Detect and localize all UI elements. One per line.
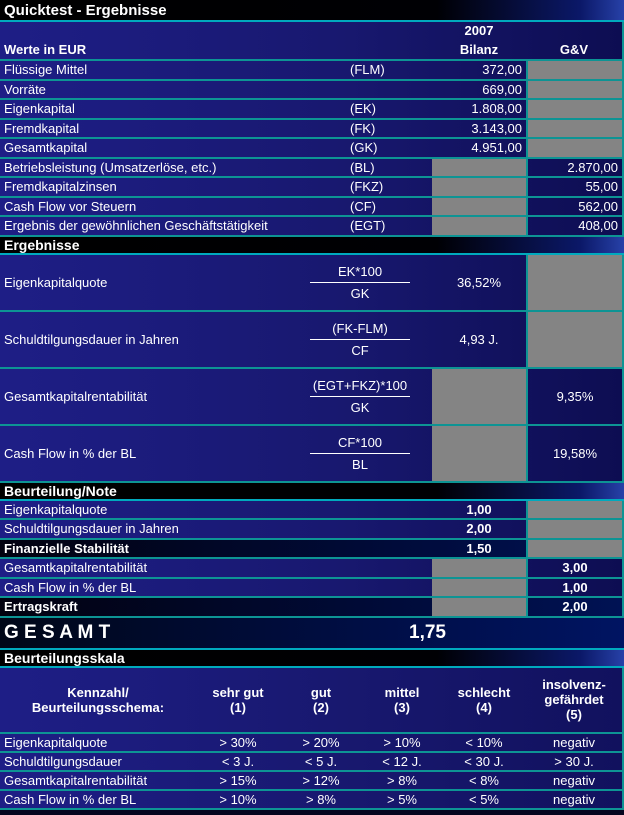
bilanz-result-cell[interactable]: 4,93 J. xyxy=(459,331,499,347)
section-title: Beurteilung/Note xyxy=(4,482,117,499)
bilanz-note-cell[interactable]: 1,50 xyxy=(466,540,492,556)
scale-cell: > 30% xyxy=(219,734,257,750)
note-label: Schuldtilgungsdauer in Jahren xyxy=(4,521,179,537)
gv-blocked-cell[interactable] xyxy=(526,120,622,138)
bilanz-value-cell[interactable]: 1.808,00 xyxy=(471,101,522,117)
row-label: Eigenkapital xyxy=(4,101,75,117)
scale-header-gut: gut (2) xyxy=(310,684,332,715)
note-row xyxy=(0,579,624,599)
row-label: Flüssige Mittel xyxy=(4,62,88,78)
scale-row-label: Cash Flow in % der BL xyxy=(4,791,137,807)
scale-cell: negativ xyxy=(553,772,595,788)
gv-blocked-cell[interactable] xyxy=(526,61,622,79)
ratio-row xyxy=(0,426,624,483)
gv-result-cell[interactable]: 19,58% xyxy=(526,426,622,481)
scale-row-label: Eigenkapitalquote xyxy=(4,734,108,750)
scale-cell: > 5% xyxy=(387,791,417,807)
scale-cell: > 15% xyxy=(219,772,257,788)
note-row xyxy=(0,520,624,540)
ratio-row xyxy=(0,312,624,369)
scale-header-label: Kennzahl/ Beurteilungsschema: xyxy=(31,684,165,715)
row-label: Vorräte xyxy=(4,81,46,97)
ratio-row xyxy=(0,369,624,426)
section-title: Ergebnisse xyxy=(4,236,80,253)
row-label: Ergebnis der gewöhnlichen Geschäftstätigkeit xyxy=(4,218,268,234)
row-code xyxy=(348,81,432,99)
gv-blocked-cell[interactable] xyxy=(526,501,622,519)
formula-denominator: CF xyxy=(351,342,369,358)
gv-blocked-cell[interactable] xyxy=(526,81,622,99)
fraction-line xyxy=(310,339,410,340)
scale-cell: < 5% xyxy=(469,791,499,807)
row-code: (GK) xyxy=(350,140,378,156)
note-label: Ertragskraft xyxy=(4,599,78,615)
formula-numerator: CF*100 xyxy=(337,434,383,450)
ratio-label: Eigenkapitalquote xyxy=(4,274,108,290)
total-value[interactable]: 1,75 xyxy=(409,621,446,643)
column-header-band xyxy=(0,22,624,61)
bilanz-blocked-cell[interactable] xyxy=(432,369,526,424)
table-row xyxy=(0,159,624,179)
table-row xyxy=(0,100,624,120)
scale-row xyxy=(0,734,624,753)
gv-blocked-cell[interactable] xyxy=(526,520,622,538)
row-code: (FLM) xyxy=(350,62,385,78)
scale-cell: negativ xyxy=(553,791,595,807)
note-label: Finanzielle Stabilität xyxy=(4,540,129,556)
report-title-bar xyxy=(0,0,624,22)
scale-cell: > 30 J. xyxy=(554,753,594,769)
row-code: (EGT) xyxy=(350,218,386,234)
row-label: Betriebsleistung (Umsatzerlöse, etc.) xyxy=(4,159,217,175)
gv-value-cell[interactable]: 562,00 xyxy=(526,198,622,216)
values-unit-header: Werte in EUR xyxy=(4,41,87,57)
scale-cell: negativ xyxy=(553,734,595,750)
bilanz-blocked-cell[interactable] xyxy=(432,159,526,177)
scale-header-sehr-gut: sehr gut (1) xyxy=(212,684,264,715)
ratio-formula xyxy=(288,426,432,481)
section-bar-skala xyxy=(0,650,624,668)
ratio-formula xyxy=(288,312,432,367)
bilanz-blocked-cell[interactable] xyxy=(432,598,526,616)
bilanz-blocked-cell[interactable] xyxy=(432,217,526,235)
formula-denominator: GK xyxy=(350,399,370,415)
row-code: (CF) xyxy=(350,198,376,214)
row-code: (FKZ) xyxy=(350,179,384,195)
table-row xyxy=(0,217,624,237)
row-label: Fremdkapitalzinsen xyxy=(4,179,117,195)
bilanz-blocked-cell[interactable] xyxy=(432,178,526,196)
section-bar-beurteilung xyxy=(0,483,624,501)
note-label: Eigenkapitalquote xyxy=(4,501,108,517)
bilanz-value-cell[interactable]: 372,00 xyxy=(482,62,522,78)
scale-cell: < 30 J. xyxy=(464,753,504,769)
row-label: Gesamtkapital xyxy=(4,140,88,156)
table-row xyxy=(0,198,624,218)
scale-header-insolvenz: insolvenz- gefährdet (5) xyxy=(542,677,606,722)
gv-result-cell[interactable]: 9,35% xyxy=(526,369,622,424)
formula-denominator: GK xyxy=(350,285,370,301)
total-row xyxy=(0,618,624,650)
gv-note-cell[interactable]: 2,00 xyxy=(526,598,622,616)
scale-cell: > 10% xyxy=(219,791,257,807)
row-label: Cash Flow vor Steuern xyxy=(4,198,137,214)
gv-blocked-cell[interactable] xyxy=(526,255,622,310)
note-row xyxy=(0,559,624,579)
scale-row xyxy=(0,753,624,772)
fraction-line xyxy=(310,453,410,454)
ratio-label: Cash Flow in % der BL xyxy=(4,445,137,461)
year-header: 2007 xyxy=(464,23,494,38)
bilanz-result-cell[interactable]: 36,52% xyxy=(456,274,502,290)
column-header-bilanz: Bilanz xyxy=(459,41,499,57)
scale-cell: > 8% xyxy=(306,791,336,807)
bilanz-value-cell[interactable]: 3.143,00 xyxy=(471,120,522,136)
fraction-line xyxy=(310,282,410,283)
scale-row-label: Schuldtilgungsdauer xyxy=(4,753,122,769)
row-code: (EK) xyxy=(350,101,376,117)
table-row xyxy=(0,139,624,159)
formula-denominator: BL xyxy=(352,456,368,472)
fraction-line xyxy=(310,396,410,397)
scale-cell: < 5 J. xyxy=(304,753,338,769)
note-label: Gesamtkapitalrentabilität xyxy=(4,560,148,576)
scale-header-row xyxy=(0,668,624,734)
scale-header-schlecht: schlecht (4) xyxy=(457,684,511,715)
scale-cell: > 20% xyxy=(302,734,340,750)
section-bar-ergebnisse xyxy=(0,237,624,255)
total-label: G E S A M T xyxy=(4,621,111,643)
table-row xyxy=(0,81,624,101)
scale-row xyxy=(0,791,624,810)
bilanz-note-cell[interactable]: 1,00 xyxy=(466,501,492,517)
bilanz-value-cell[interactable]: 4.951,00 xyxy=(471,140,522,156)
ratio-label: Schuldtilgungsdauer in Jahren xyxy=(4,331,179,347)
gv-note-cell[interactable]: 1,00 xyxy=(526,579,622,597)
gv-blocked-cell[interactable] xyxy=(526,139,622,157)
ratio-formula xyxy=(288,255,432,310)
row-code: (FK) xyxy=(350,120,376,136)
bilanz-blocked-cell[interactable] xyxy=(432,559,526,577)
ratio-formula xyxy=(288,369,432,424)
scale-cell: < 3 J. xyxy=(221,753,255,769)
scale-cell: > 10% xyxy=(383,734,421,750)
table-row xyxy=(0,178,624,198)
gv-value-cell[interactable]: 55,00 xyxy=(526,178,622,196)
formula-numerator: (EGT+FKZ)*100 xyxy=(312,377,408,393)
page-title: Quicktest - Ergebnisse xyxy=(4,1,167,19)
column-header-gv: G&V xyxy=(559,41,589,57)
formula-numerator: EK*100 xyxy=(337,263,383,279)
scale-header-mittel: mittel (3) xyxy=(384,684,420,715)
scale-cell: < 12 J. xyxy=(382,753,422,769)
gv-blocked-cell[interactable] xyxy=(526,540,622,558)
note-label: Cash Flow in % der BL xyxy=(4,579,137,595)
scale-cell: < 8% xyxy=(469,772,499,788)
scale-cell: < 10% xyxy=(465,734,503,750)
gv-value-cell[interactable]: 408,00 xyxy=(526,217,622,235)
scale-cell: > 8% xyxy=(387,772,417,788)
note-subtotal-row xyxy=(0,598,624,618)
scale-cell: > 12% xyxy=(302,772,340,788)
row-label: Fremdkapital xyxy=(4,120,80,136)
formula-numerator: (FK-FLM) xyxy=(332,320,388,336)
scale-row-label: Gesamtkapitalrentabilität xyxy=(4,772,148,788)
bilanz-blocked-cell[interactable] xyxy=(432,579,526,597)
bilanz-blocked-cell[interactable] xyxy=(432,426,526,481)
gv-note-cell[interactable]: 3,00 xyxy=(526,559,622,577)
ratio-row xyxy=(0,255,624,312)
note-row xyxy=(0,501,624,521)
section-title: Beurteilungsskala xyxy=(4,649,125,666)
table-row xyxy=(0,120,624,140)
row-code: (BL) xyxy=(350,159,375,175)
gv-value-cell[interactable]: 2.870,00 xyxy=(526,159,622,177)
bilanz-blocked-cell[interactable] xyxy=(432,198,526,216)
table-row xyxy=(0,61,624,81)
gv-blocked-cell[interactable] xyxy=(526,312,622,367)
scale-row xyxy=(0,772,624,791)
bilanz-value-cell[interactable]: 669,00 xyxy=(482,81,522,97)
note-subtotal-row xyxy=(0,540,624,560)
ratio-label: Gesamtkapitalrentabilität xyxy=(4,388,148,404)
bilanz-note-cell[interactable]: 2,00 xyxy=(466,521,492,537)
gv-blocked-cell[interactable] xyxy=(526,100,622,118)
